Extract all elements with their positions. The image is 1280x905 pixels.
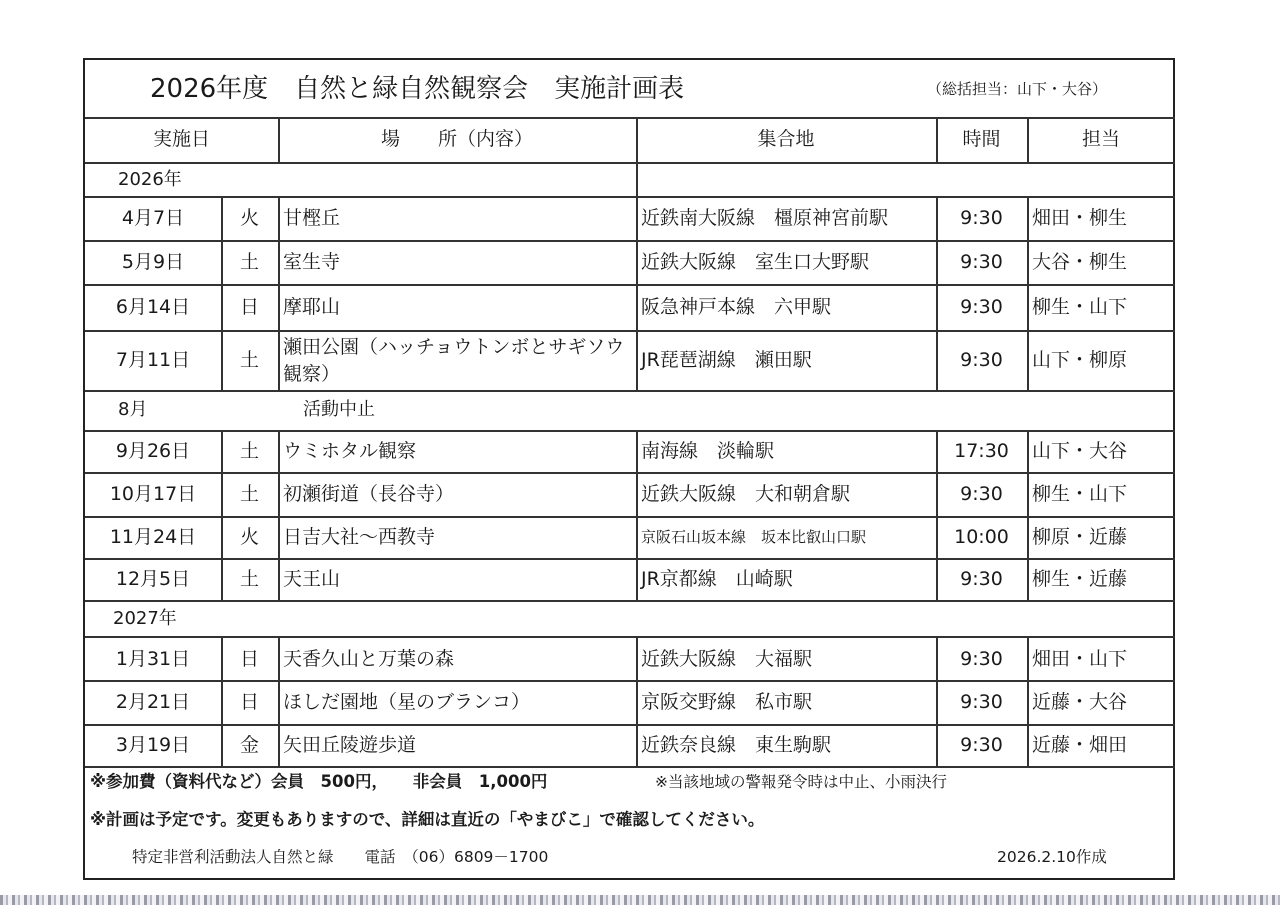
- row-divider: [85, 516, 1175, 518]
- row-date: 1月31日: [115, 648, 191, 670]
- table-bottom-divider: [85, 766, 1175, 768]
- column-divider: [636, 636, 638, 766]
- row-date: 3月19日: [115, 734, 191, 756]
- scan-edge-artifact: [0, 895, 1280, 905]
- row-weekday: 金: [239, 734, 259, 756]
- header-staff: 担当: [1081, 128, 1120, 150]
- row-weekday: 日: [239, 648, 259, 670]
- created-date: 2026.2.10作成: [997, 848, 1107, 866]
- row-place: 摩耶山: [283, 296, 341, 318]
- column-divider: [1027, 636, 1029, 766]
- row-divider: [85, 558, 1175, 560]
- row-place: 室生寺: [283, 251, 341, 273]
- row-meeting-point: 近鉄奈良線 東生駒駅: [641, 734, 832, 756]
- row-time: 9:30: [960, 691, 1003, 713]
- row-place: 矢田丘陵遊歩道: [283, 734, 417, 756]
- row-place: 初瀬街道（長谷寺）: [283, 483, 455, 505]
- fee-note: ※参加費（資料代など）会員 500円， 非会員 1,000円: [90, 772, 548, 791]
- row-divider: [85, 284, 1175, 286]
- row-divider: [85, 472, 1175, 474]
- row-date: 12月5日: [115, 568, 191, 590]
- row-meeting-point: 南海線 淡輪駅: [641, 440, 775, 462]
- year-label-2027: 2027年: [113, 608, 177, 629]
- organization-contact: 特定非営利活動法人自然と緑 電話 （06）6809－1700: [132, 848, 549, 866]
- column-divider: [636, 430, 638, 600]
- row-divider: [85, 680, 1175, 682]
- august-month: 8月: [118, 399, 148, 420]
- row-date: 2月21日: [115, 691, 191, 713]
- row-time: 17:30: [954, 440, 1009, 462]
- row-time: 9:30: [960, 207, 1003, 229]
- row-staff: 柳生・近藤: [1032, 568, 1128, 590]
- row-date: 6月14日: [115, 296, 191, 318]
- row-place: ほしだ園地（星のブランコ）: [283, 691, 531, 713]
- row-divider: [85, 636, 1175, 638]
- row-place: 日吉大社～西教寺: [283, 526, 436, 548]
- row-meeting-point: 阪急神戸本線 六甲駅: [641, 296, 832, 318]
- title-divider: [85, 117, 1175, 119]
- row-divider: [85, 330, 1175, 332]
- row-divider: [85, 600, 1175, 602]
- row-time: 10:00: [954, 526, 1009, 548]
- row-time: 9:30: [960, 568, 1003, 590]
- row-weekday: 土: [239, 440, 259, 462]
- row-weekday: 日: [239, 296, 259, 318]
- supervisor-note: （総括担当：山下・大谷）: [927, 80, 1108, 98]
- row-date: 10月17日: [109, 483, 197, 505]
- row-divider: [85, 196, 1175, 198]
- row-meeting-point: 京阪石山坂本線 坂本比叡山口駅: [641, 528, 867, 546]
- header-place: 場 所（内容）: [380, 128, 533, 150]
- column-divider: [278, 430, 280, 600]
- header-meeting-point: 集合地: [757, 128, 815, 150]
- row-divider: [85, 724, 1175, 726]
- row-time: 9:30: [960, 251, 1003, 273]
- row-staff: 畑田・山下: [1032, 648, 1128, 670]
- august-note: 活動中止: [303, 399, 375, 420]
- row-date: 9月26日: [115, 440, 191, 462]
- column-divider: [278, 636, 280, 766]
- row-staff: 柳生・山下: [1032, 296, 1128, 318]
- row-date: 4月7日: [121, 207, 185, 229]
- row-date: 11月24日: [109, 526, 197, 548]
- row-meeting-point: JR琵琶湖線 瀬田駅: [641, 349, 812, 371]
- row-meeting-point: 近鉄大阪線 大福駅: [641, 648, 813, 670]
- column-divider: [1027, 430, 1029, 600]
- plan-note: ※計画は予定です。変更もありますので、詳細は直近の「やまびこ」で確認してください。: [90, 810, 765, 829]
- row-weekday: 土: [239, 349, 259, 371]
- row-weekday: 火: [239, 207, 259, 229]
- header-divider: [85, 162, 1175, 164]
- header-date: 実施日: [152, 128, 210, 150]
- row-time: 9:30: [960, 648, 1003, 670]
- row-weekday: 土: [239, 251, 259, 273]
- row-place: ウミホタル観察: [283, 440, 417, 462]
- row-staff: 近藤・畑田: [1032, 734, 1128, 756]
- row-place: 瀬田公園（ハッチョウトンボとサギソウ観察）: [283, 336, 625, 385]
- row-staff: 大谷・柳生: [1032, 251, 1128, 273]
- column-divider: [278, 196, 280, 390]
- column-divider: [636, 162, 638, 196]
- row-time: 9:30: [960, 483, 1003, 505]
- row-divider: [85, 240, 1175, 242]
- row-weekday: 土: [239, 568, 259, 590]
- row-date: 5月9日: [121, 251, 185, 273]
- header-time: 時間: [962, 128, 1001, 150]
- row-place: 天香久山と万葉の森: [283, 648, 455, 670]
- row-weekday: 土: [239, 483, 259, 505]
- row-staff: 山下・柳原: [1032, 349, 1128, 371]
- weather-note: ※当該地域の警報発令時は中止、小雨決行: [655, 773, 947, 791]
- column-divider: [636, 196, 638, 390]
- row-date: 7月11日: [115, 349, 191, 371]
- row-meeting-point: 近鉄大阪線 室生口大野駅: [641, 251, 870, 273]
- row-staff: 畑田・柳生: [1032, 207, 1128, 229]
- row-time: 9:30: [960, 349, 1003, 371]
- row-meeting-point: 京阪交野線 私市駅: [641, 691, 813, 713]
- row-staff: 柳生・山下: [1032, 483, 1128, 505]
- row-weekday: 日: [239, 691, 259, 713]
- row-weekday: 火: [239, 526, 259, 548]
- column-divider: [1027, 196, 1029, 390]
- row-divider: [85, 390, 1175, 392]
- row-meeting-point: 近鉄大阪線 大和朝倉駅: [641, 483, 851, 505]
- row-staff: 山下・大谷: [1032, 440, 1128, 462]
- row-place: 天王山: [283, 568, 341, 590]
- document-title: 2026年度 自然と緑自然観察会 実施計画表: [150, 74, 685, 104]
- schedule-sheet: [83, 58, 1175, 880]
- row-staff: 近藤・大谷: [1032, 691, 1128, 713]
- row-staff: 柳原・近藤: [1032, 526, 1128, 548]
- row-divider: [85, 430, 1175, 432]
- row-place: 甘樫丘: [283, 207, 341, 229]
- year-label-2026: 2026年: [118, 169, 182, 190]
- row-time: 9:30: [960, 296, 1003, 318]
- row-time: 9:30: [960, 734, 1003, 756]
- row-meeting-point: JR京都線 山崎駅: [641, 568, 793, 590]
- row-meeting-point: 近鉄南大阪線 橿原神宮前駅: [641, 207, 889, 229]
